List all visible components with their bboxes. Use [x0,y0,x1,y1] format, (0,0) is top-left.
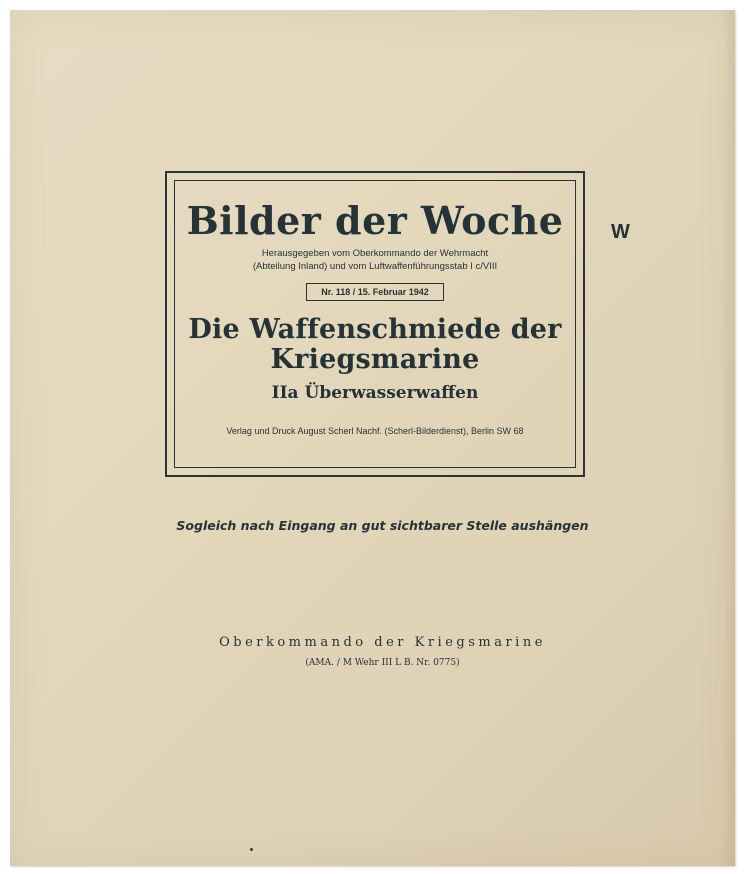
topic-subtitle: IIa Überwasserwaffen [271,383,479,403]
ink-dot [250,848,253,851]
paper-edge-wear [721,10,735,866]
topic-title: Die Waffenschmiede der Kriegsmarine [188,314,562,375]
posting-notice: Sogleich nach Eingang an gut sichtbarer Stelle aushängen [176,518,589,533]
masthead-title: Bilder der Woche [186,198,564,243]
title-frame [165,171,585,477]
issuing-authority: Oberkommando der Kriegsmarine [219,635,546,650]
publisher-line-1: Herausgegeben vom Oberkommando der Wehrmacht [261,248,489,259]
reference-number: (AMA. / M Wehr III L B. Nr. 0775) [305,658,460,668]
publisher-line-2: (Abteilung Inland) und vom Luftwaffenführungsstab I c/VIII [252,261,498,272]
title-frame-inner [174,180,576,468]
imprint-line: Verlag und Druck August Scherl Nachf. (Scherl-Bilderdienst), Berlin SW 68 [226,426,524,436]
document-sheet [10,10,735,866]
issue-number-box: Nr. 118 / 15. Februar 1942 [306,283,444,301]
series-letter: W [611,221,630,243]
